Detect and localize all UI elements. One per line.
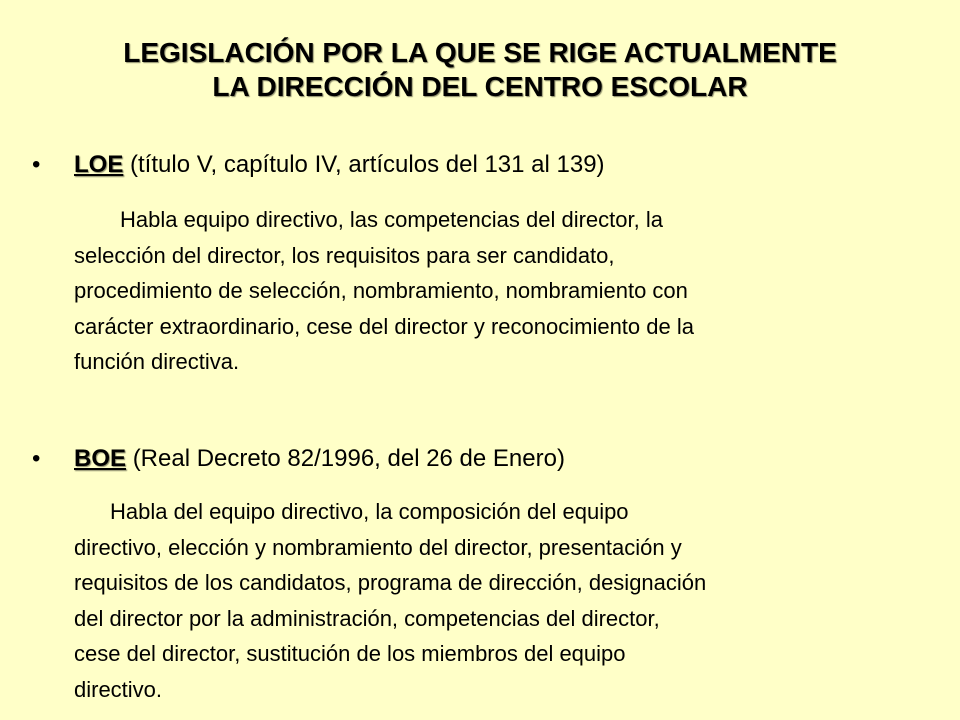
desc-line: cese del director, sustitución de los miembros del equipo [74, 641, 626, 666]
law-reference: (título V, capítulo IV, artículos del 131 al 139) [130, 151, 605, 178]
desc-line: directivo. [74, 676, 163, 702]
item-description [74, 494, 934, 707]
item-description [74, 202, 934, 380]
desc-line: Habla equipo directivo, las competencias del director, la [120, 207, 663, 232]
desc-line: del director por la administración, competencias del director, [74, 605, 660, 631]
item-heading [74, 444, 565, 474]
desc-line: carácter extraordinario, cese del director y reconocimiento de la [74, 313, 694, 339]
title-line-1: LEGISLACIÓN POR LA QUE SE RIGE ACTUALMENTE [123, 37, 837, 68]
page-title [0, 36, 960, 104]
desc-line: Habla del equipo directivo, la composición del equipo [110, 499, 629, 524]
desc-line: requisitos de los candidatos, programa de dirección, designación [74, 570, 707, 595]
desc-line: procedimiento de selección, nombramiento, nombramiento con [74, 278, 688, 303]
item-heading [74, 150, 605, 180]
title-line-2: LA DIRECCIÓN DEL CENTRO ESCOLAR [212, 71, 748, 102]
desc-line: función directiva. [74, 349, 240, 374]
law-code: LOE [74, 151, 124, 178]
bullet-icon: • [32, 445, 41, 472]
law-code: BOE [74, 445, 127, 472]
law-reference: (Real Decreto 82/1996, del 26 de Enero) [132, 445, 565, 472]
desc-line: selección del director, los requisitos para ser candidato, [74, 242, 615, 268]
bullet-icon: • [32, 151, 41, 178]
desc-line: directivo, elección y nombramiento del director, presentación y [74, 534, 682, 560]
